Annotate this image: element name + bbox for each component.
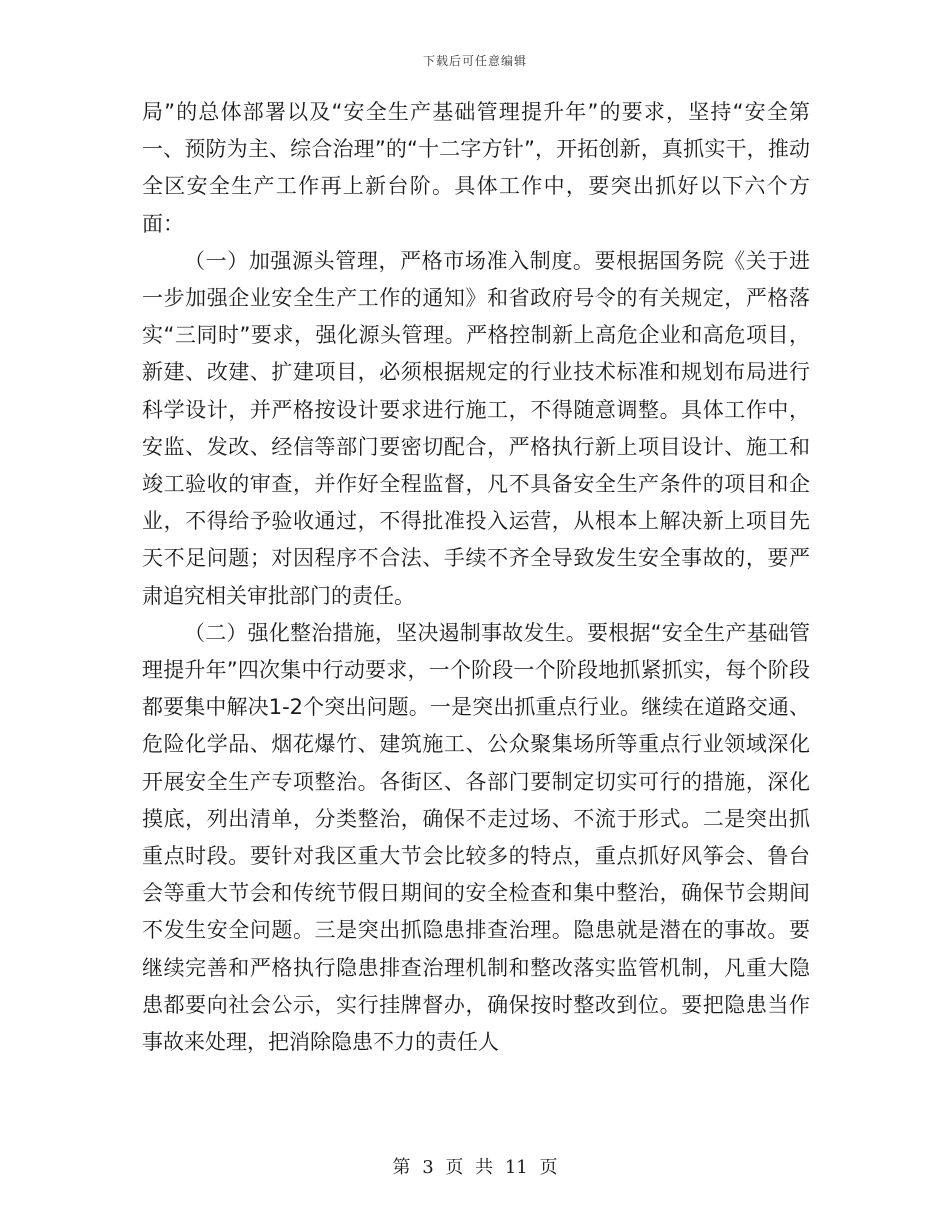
page-number: 第 3 页 共 11 页 — [392, 1157, 558, 1178]
paragraph-continuation: 局”的总体部署以及“安全生产基础管理提升年”的要求，坚持“安全第一、预防为主、综合治理”的“十二字方针”，开拓创新，真抓实干，推动全区安全生产工作再上新台阶。具体工作中，要突出抓好以下六个方面： — [142, 100, 810, 236]
paragraph-section-1: （一）加强源头管理，严格市场准入制度。要根据国务院《关于进一步加强企业安全生产工作的通知》和省政府号令的有关规定，严格落实“三同时”要求，强化源头管理。严格控制新上高危企业和高危项目，新建、改建、扩建项目，必须根据规定的行业技术标准和规划布局进行科学设计，并严格按设计要求进行施工，不得随意调整。具体工作中，安监、发改、经信等部门要密切配合，严格执行新上项目设计、施工和竣工验收的审查，并作好全程监督，凡不具备安全生产条件的项目和企业，不得给予验收通过，不得批准投入运营，从根本上解决新上项目先天不足问题；对因程序不合法、手续不齐全导致发生安全事故的，要严肃追究相关审批部门的责任。 — [142, 248, 810, 608]
document-body — [142, 94, 810, 1061]
paragraph-section-2: （二）强化整治措施，坚决遏制事故发生。要根据“安全生产基础管理提升年”四次集中行动要求，一个阶段一个阶段地抓紧抓实，每个阶段都要集中解决1-2个突出问题。一是突出抓重点行业。继续在道路交通、危险化学品、烟花爆竹、建筑施工、公众聚集场所等重点行业领域深化开展安全生产专项整治。各街区、各部门要制定切实可行的措施，深化摸底，列出清单，分类整治，确保不走过场、不流于形式。二是突出抓重点时段。要针对我区重大节会比较多的特点，重点抓好风筝会、鲁台会等重大节会和传统节假日期间的安全检查和集中整治，确保节会期间不发生安全问题。三是突出抓隐患排查治理。隐患就是潜在的事故。要继续完善和严格执行隐患排查治理机制和整改落实监管机制，凡重大隐患都要向社会公示，实行挂牌督办，确保按时整改到位。要把隐患当作事故来处理，把消除隐患不力的责任人 — [142, 620, 810, 1055]
page-header: 下载后可任意编辑 — [422, 54, 527, 68]
